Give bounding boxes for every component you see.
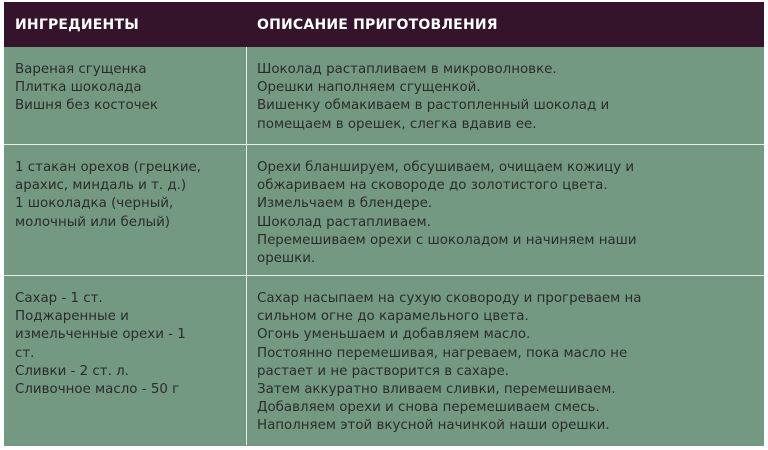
table-row — [5, 276, 764, 446]
ingredient-line: Сахар - 1 ст. — [15, 291, 103, 306]
description-line: растает и не растворится в сахаре. — [257, 363, 510, 379]
description-line: Измельчаем в блендере. — [257, 196, 433, 212]
table-header-row — [5, 3, 764, 47]
ingredient-line: Вишня без косточек — [15, 98, 158, 114]
ingredients-cell — [5, 145, 247, 276]
ingredient-line: молочный или белый) — [15, 214, 171, 230]
ingredient-line: арахис, миндаль и т. д.) — [15, 178, 187, 194]
recipe-table — [4, 2, 764, 446]
description-line: Наполняем этой вкусной начинкой наши орешки. — [257, 418, 610, 434]
ingredient-line: Вареная сгущенка — [15, 62, 147, 77]
description-line: Орехи бланшируем, обсушиваем, очищаем кожицу и — [257, 160, 635, 175]
description-line: помещаем в орешек, слегка вдавив ее. — [257, 116, 537, 132]
description-line: Орешки наполняем сгущенкой. — [257, 80, 481, 96]
ingredient-line: Поджаренные и — [15, 309, 129, 325]
description-cell — [247, 276, 764, 446]
ingredients-cell — [5, 47, 247, 145]
ingredient-line: 1 стакан орехов (грецкие, — [15, 160, 202, 175]
description-line: орешки. — [257, 251, 316, 267]
description-cell — [247, 145, 764, 276]
ingredient-line: ст. — [15, 345, 35, 361]
header-ingredients: ИНГРЕДИЕНТЫ — [5, 3, 247, 47]
description-line: Перемешиваем орехи с шоколадом и начиняем наши — [257, 232, 637, 248]
description-line: Шоколад растапливаем в микроволновке. — [257, 62, 557, 77]
ingredient-line: Сливочное масло - 50 г — [15, 382, 180, 398]
description-line: Затем аккуратно вливаем сливки, перемешиваем. — [257, 382, 616, 398]
table-row — [5, 145, 764, 276]
description-line: сильном огне до карамельного цвета. — [257, 309, 529, 325]
description-line: Огонь уменьшаем и добавляем масло. — [257, 327, 531, 343]
description-line: обжариваем на сковороде до золотистого цвета. — [257, 178, 608, 194]
header-description: ОПИСАНИЕ ПРИГОТОВЛЕНИЯ — [247, 3, 764, 47]
description-line: Шоколад растапливаем. — [257, 214, 431, 230]
description-line: Постоянно перемешивая, нагреваем, пока масло не — [257, 345, 628, 361]
table-row — [5, 47, 764, 145]
description-line: Добавляем орехи и снова перемешиваем смесь. — [257, 400, 600, 416]
ingredients-cell — [5, 276, 247, 446]
description-cell — [247, 47, 764, 145]
description-line: Сахар насыпаем на сухую сковороду и прогреваем на — [257, 291, 642, 306]
ingredient-line: Плитка шоколада — [15, 80, 142, 96]
description-line: Вишенку обмакиваем в растопленный шоколад и — [257, 98, 610, 114]
ingredient-line: Сливки - 2 ст. л. — [15, 363, 129, 379]
ingredient-line: 1 шоколадка (черный, — [15, 196, 174, 212]
ingredient-line: измельченные орехи - 1 — [15, 327, 186, 343]
